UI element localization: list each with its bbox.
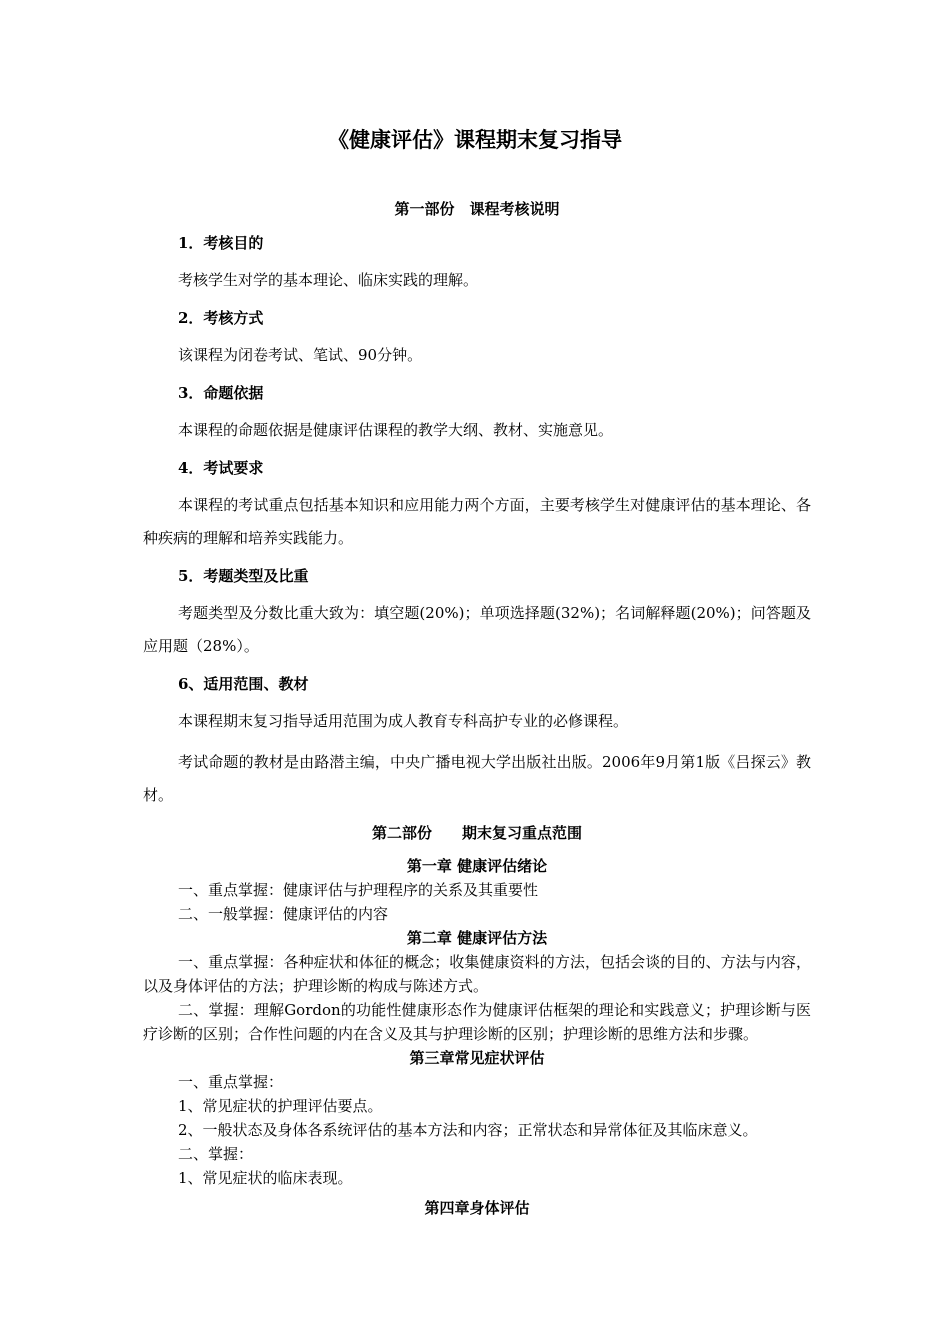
- section-heading: 6、适用范围、教材: [178, 675, 309, 693]
- chapter-line: 二、掌握：: [178, 1145, 254, 1163]
- section-paragraph: 考试命题的教材是由路潜主编，中央广播电视大学出版社出版。2006年9月第1版《吕探云》教材。: [143, 753, 811, 804]
- part1-title: 第一部份 课程考核说明: [394, 200, 560, 218]
- section-paragraph: 本课程期末复习指导适用范围为成人教育专科高护专业的必修课程。: [178, 712, 629, 730]
- section-paragraph: 本课程的命题依据是健康评估课程的教学大纲、教材、实施意见。: [178, 421, 614, 439]
- section-heading: 5．考题类型及比重: [178, 567, 309, 585]
- chapter-title: 第一章 健康评估绪论: [406, 857, 548, 875]
- section-heading: 4．考试要求: [178, 459, 264, 477]
- document-title: 《健康评估》课程期末复习指导: [328, 127, 622, 152]
- chapter-line: 2、一般状态及身体各系统评估的基本方法和内容；正常状态和异常体征及其临床意义。: [178, 1121, 758, 1139]
- part2-title: 第二部份 期末复习重点范围: [371, 824, 582, 842]
- section-paragraph: 考核学生对学的基本理论、临床实践的理解。: [178, 271, 479, 289]
- chapter-line: 一、重点掌握：: [178, 1073, 284, 1091]
- chapter-line: 一、重点掌握：健康评估与护理程序的关系及其重要性: [178, 881, 539, 899]
- section-paragraph: 考题类型及分数比重大致为：填空题(20%)；单项选择题(32%)；名词解释题(20%)；问答题及应用题（28%）。: [143, 604, 811, 655]
- section-paragraph: 该课程为闭卷考试、笔试、90分钟。: [178, 346, 423, 364]
- chapter-line: 二、一般掌握：健康评估的内容: [178, 905, 389, 923]
- chapter-line: 1、常见症状的护理评估要点。: [178, 1097, 383, 1115]
- chapter-title: 第三章常见症状评估: [409, 1049, 545, 1067]
- section-heading: 2．考核方式: [178, 309, 264, 327]
- section-heading: 1．考核目的: [178, 234, 264, 252]
- section-heading: 3．命题依据: [178, 384, 264, 402]
- chapter-title: 第四章身体评估: [424, 1199, 530, 1217]
- section-paragraph: 本课程的考试重点包括基本知识和应用能力两个方面，主要考核学生对健康评估的基本理论、各种疾病的理解和培养实践能力。: [143, 496, 811, 547]
- chapter-line: 二、掌握：理解Gordon的功能性健康形态作为健康评估框架的理论和实践意义；护理诊断与医疗诊断的区别；合作性问题的内在含义及其与护理诊断的区别；护理诊断的思维方法和步骤。: [143, 1001, 811, 1043]
- chapter-title: 第二章 健康评估方法: [406, 929, 548, 947]
- document-body: [143, 196, 811, 1220]
- chapter-line: 一、重点掌握：各种症状和体征的概念；收集健康资料的方法，包括会谈的目的、方法与内容，以及身体评估的方法；护理诊断的构成与陈述方式。: [143, 953, 811, 995]
- chapter-line: 1、常见症状的临床表现。: [178, 1169, 353, 1187]
